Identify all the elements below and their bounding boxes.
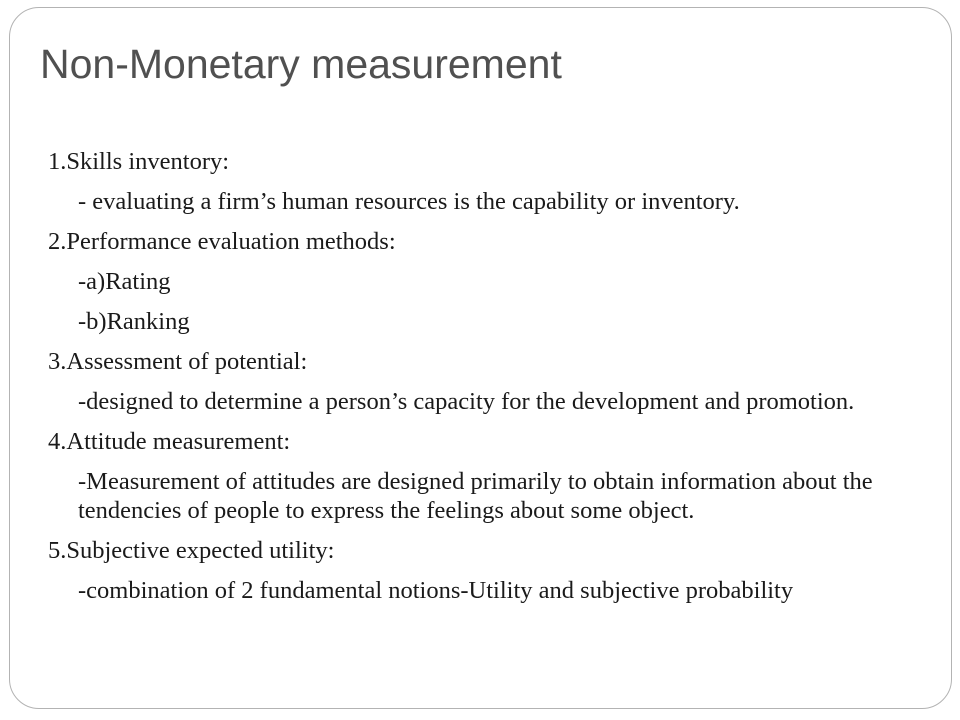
item-detail-subjective-utility: -combination of 2 fundamental notions-Utility and subjective probability <box>78 577 794 604</box>
item-heading-skills-inventory: 1.Skills inventory: <box>48 148 230 175</box>
item-detail-assessment-potential: -designed to determine a person’s capacity for the development and promotion. <box>78 388 855 415</box>
slide-content <box>48 147 928 616</box>
item-detail-ranking: -b)Ranking <box>78 308 190 335</box>
item-heading-performance-evaluation: 2.Performance evaluation methods: <box>48 228 396 255</box>
item-detail-rating: -a)Rating <box>78 268 171 295</box>
item-detail-attitude-measurement: -Measurement of attitudes are designed primarily to obtain information about the tendencies of people to express the feelings about some object. <box>78 468 873 524</box>
item-heading-attitude-measurement: 4.Attitude measurement: <box>48 428 291 455</box>
item-detail-skills-inventory: - evaluating a firm’s human resources is the capability or inventory. <box>78 188 740 215</box>
slide-title: Non-Monetary measurement <box>40 41 562 87</box>
item-heading-subjective-utility: 5.Subjective expected utility: <box>48 537 335 564</box>
item-heading-assessment-potential: 3.Assessment of potential: <box>48 348 308 375</box>
